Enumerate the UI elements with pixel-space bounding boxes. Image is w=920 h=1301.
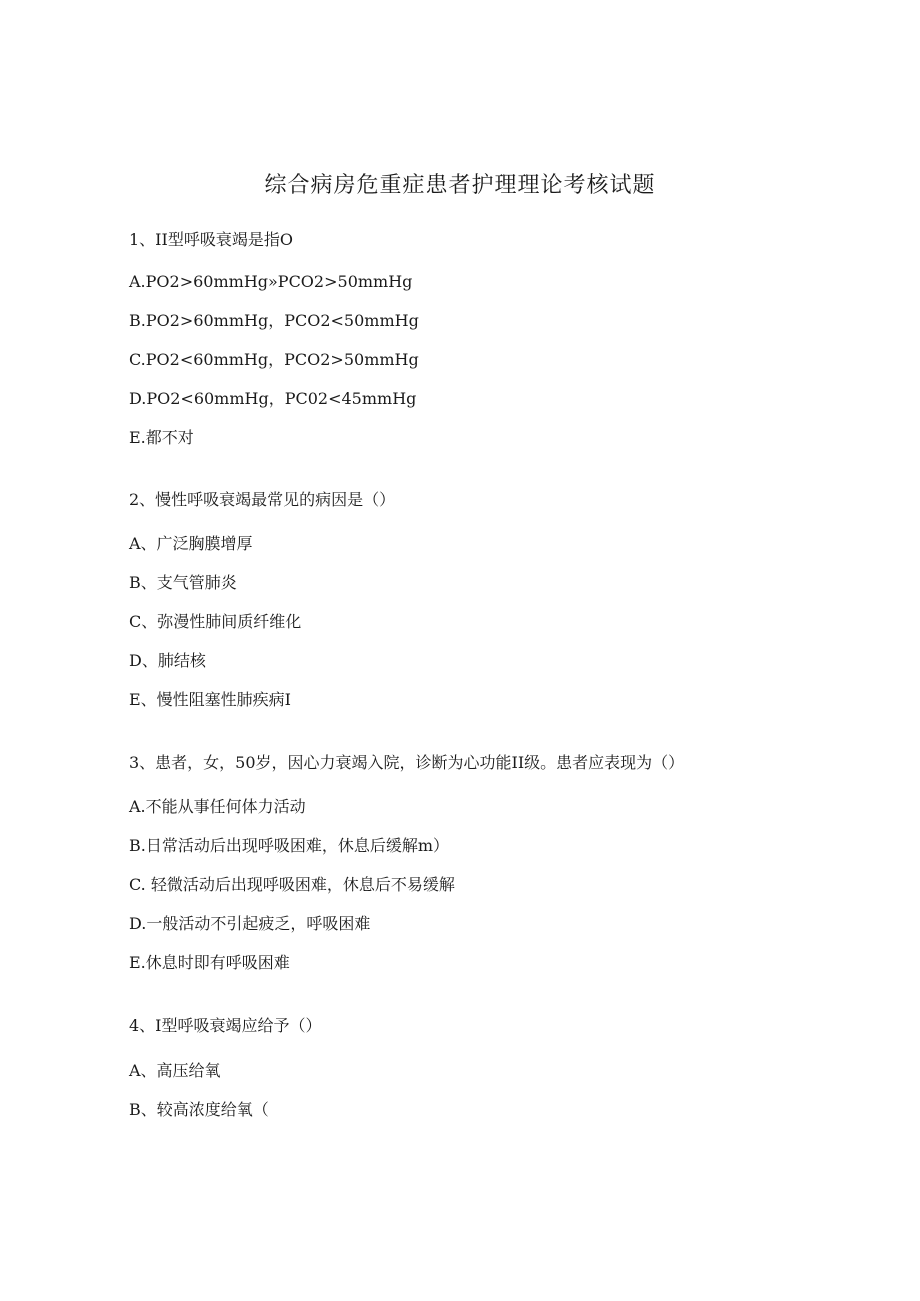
question-4-stem: 4、I型呼吸衰竭应给予（） [129,1016,322,1035]
question-1-option-a: A.PO2>60mmHg»PCO2>50mmHg [129,272,413,291]
question-3-option-a: A.不能从事任何体力活动 [129,797,306,816]
question-1-option-b: B.PO2>60mmHg，PCO2<50mmHg [129,311,419,330]
question-2-option-b: B、支气管肺炎 [129,573,237,592]
question-2-stem: 2、慢性呼吸衰竭最常见的病因是（） [129,490,396,509]
question-3-stem: 3、患者，女，50岁，因心力衰竭入院，诊断为心功能II级。患者应表现为（） [129,753,685,772]
question-1-option-d: D.PO2<60mmHg，PC02<45mmHg [129,389,417,408]
question-3-option-c: C. 轻微活动后出现呼吸困难，休息后不易缓解 [129,875,455,894]
question-1-stem: 1、II型呼吸衰竭是指O [129,230,293,249]
question-2-option-e: E、慢性阻塞性肺疾病I [129,690,292,709]
question-2-option-d: D、肺结核 [129,651,206,670]
question-2-option-c: C、弥漫性肺间质纤维化 [129,612,302,631]
question-1-option-e: E.都不对 [129,428,194,447]
question-2-option-a: A、广泛胸膜增厚 [129,534,253,553]
question-3-option-e: E.休息时即有呼吸困难 [129,953,290,972]
question-1-option-c: C.PO2<60mmHg，PCO2>50mmHg [129,350,419,369]
question-3-option-d: D.一般活动不引起疲乏，呼吸困难 [129,914,371,933]
question-3-option-b: B.日常活动后出现呼吸困难，休息后缓解m） [129,836,450,855]
question-4-option-a: A、高压给氧 [129,1061,221,1080]
question-4-option-b: B、较高浓度给氧（ [129,1100,269,1119]
page-title: 综合病房危重症患者护理理论考核试题 [264,173,656,198]
